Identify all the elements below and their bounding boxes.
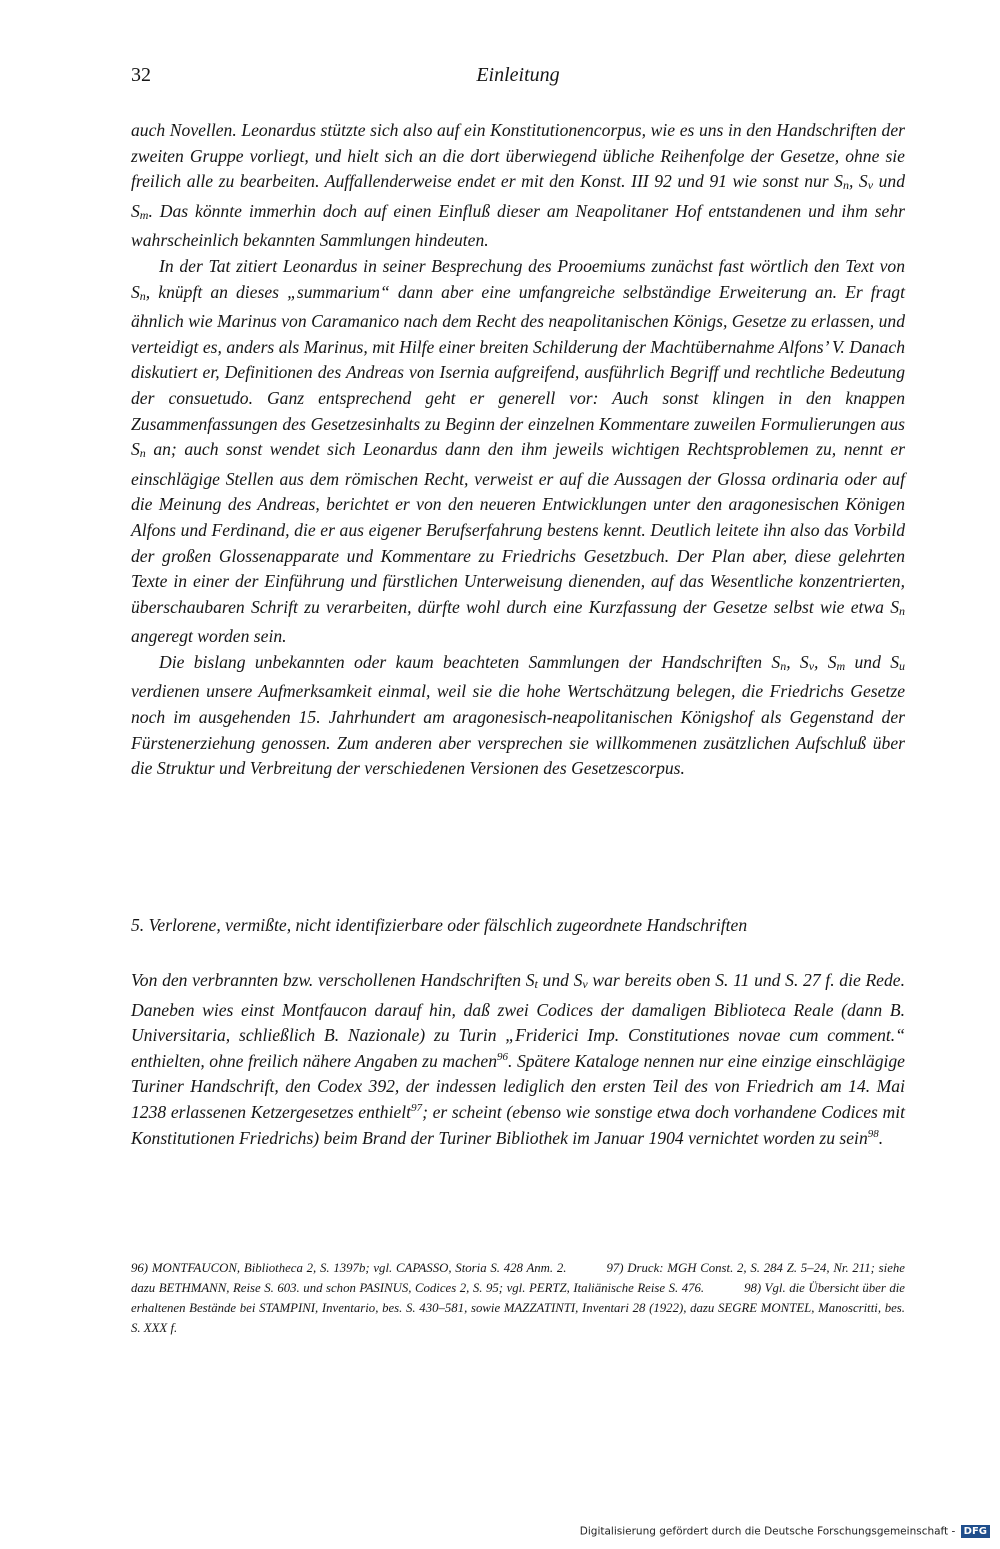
digitization-credit	[580, 1525, 990, 1538]
text-run: angeregt worden sein.	[131, 626, 287, 647]
text-run: ; er scheint (ebenso wie sonstige etwa doch vorhandene Codices mit Konstitutionen Friedrichs) beim Brand der Turiner Bibliothek im Januar 1904 vernichtet worden zu sein	[131, 1101, 905, 1148]
footnote-96: 96) MONTFAUCON, Bibliotheca 2, S. 1397b; vgl. CAPASSO, Storia S. 428 Anm. 2.	[131, 1261, 567, 1275]
main-text-block	[131, 118, 905, 782]
section-heading: 5. Verlorene, vermißte, nicht identifizierbare oder fälschlich zugeordnete Handschriften	[131, 915, 748, 935]
text-run: und S	[537, 970, 583, 990]
paragraph-3	[131, 650, 905, 782]
footnote-98: 98) Vgl. die Übersicht über die erhaltenen Bestände bei STAMPINI, Inventario, bes. S. 430–581, sowie MAZZATINTI, Inventari 28 (1922), dazu SEGRE MONTEL, Manoscritti, bes. S. XXX f.	[131, 1281, 905, 1335]
subscript: v	[582, 977, 588, 991]
subscript: n	[139, 446, 146, 461]
subscript: n	[139, 288, 146, 303]
subscript: n	[842, 178, 849, 193]
subscript: m	[836, 658, 846, 673]
subscript: u	[899, 658, 905, 673]
footnote-ref-97[interactable]: 97	[411, 1102, 423, 1115]
footnote-paragraph	[131, 1258, 905, 1338]
text-run: verdienen unsere Aufmerksamkeit einmal, weil sie die hohe Wertschätzung belegen, die Friedrichs Gesetze noch im ausgehenden 15. Jahrhundert am aragonesisch-neapolitanischen Königshof als Gegenstand der Fürstenerziehung genossen. Zum anderen aber versprechen sie willkommenen zusätzlichen Aufschluß über die Struktur und Verbreitung der verschiedenen Versionen des Gesetzescorpus.	[131, 681, 905, 779]
dfg-logo[interactable]: DFG	[961, 1525, 990, 1538]
text-run: Die bislang unbekannten oder kaum beachteten Sammlungen der Handschriften S	[159, 651, 781, 672]
paragraph-4	[131, 968, 905, 1151]
text-run: , S	[786, 651, 809, 672]
text-run: In der Tat zitiert Leonardus in seiner Besprechung des Prooemiums zunächst fast wörtlich den Text von S	[131, 255, 905, 302]
subscript: m	[139, 207, 149, 222]
footnotes	[131, 1258, 905, 1338]
subscript: t	[534, 977, 538, 991]
footnote-ref-98[interactable]: 98	[867, 1127, 879, 1140]
subscript: v	[808, 658, 815, 673]
text-run: Von den verbrannten bzw. verschollenen Handschriften S	[131, 970, 535, 990]
text-run: , S	[848, 171, 868, 192]
text-run: und S	[131, 171, 906, 221]
credit-text: Digitalisierung gefördert durch die Deutsche Forschungsgemeinschaft -	[579, 1525, 956, 1538]
text-run: . Spätere Kataloge nennen nur eine einzige einschlägige Turiner Handschrift, den Codex 392, der indessen lediglich den ersten Teil des von Friedrich am 14. Mai 1238 erlassenen Ketzergesetzes enthielt	[131, 1050, 905, 1122]
text-run: und S	[845, 651, 899, 672]
paragraph-1	[131, 118, 905, 254]
section-text-block	[131, 968, 905, 1151]
text-run: an; auch sonst wendet sich Leonardus dann den ihm jeweils wichtigen Rechtsproblemen zu, nennt er einschlägige Stellen aus dem römischen Recht, verweist er auf die Aussagen der Glossa ordinaria oder auf die Meinung des Andreas, berichtet er von den neueren Entwicklungen unter den aragonesischen Königen Alfons und Ferdinand, die er aus eigener Berufserfahrung bestens kennt. Deutlich leitete ihn also das Vorbild der großen Glossenapparate und Kommentare zu Friedrichs Gesetzbuch. Der Plan aber, diese gelehrten Texte in einer der Einführung und fürstlichen Unterweisung dienenden, auf das Wesentliche konzentrierten, überschaubaren Schrift zu verarbeiten, dürfte wohl durch eine Kurzfassung der Gesetze selbst wie etwa S	[131, 439, 905, 617]
text-run: .	[878, 1127, 884, 1148]
text-run: auch Novellen. Leonardus stützte sich also auf ein Konstitutionencorpus, wie es uns in den Handschriften der zweiten Gruppe vorliegt, und hielt sich an die dort überwiegend übliche Reihenfolge der Gesetze, ohne sie freilich alle zu bearbeiten. Auffallenderweise endet er mit den Konst. III 92 und 91 wie sonst nur S	[131, 120, 905, 192]
subscript: n	[899, 603, 905, 618]
subscript: n	[780, 658, 787, 673]
page-number: 32	[131, 64, 151, 86]
text-run: , S	[814, 651, 837, 672]
text-run: war bereits oben S. 11 und S. 27 f. die Rede. Daneben wies einst Montfaucon darauf hin, daß zwei Codices der damaligen Biblioteca Reale (dann B. Universitaria, schließlich B. Nazionale) zu Turin „Friderici Imp. Constitutiones novae cum comment.“ enthielten, ohne freilich nähere Angaben zu machen	[131, 970, 905, 1071]
subscript: v	[867, 178, 874, 193]
footnote-ref-96[interactable]: 96	[497, 1050, 509, 1063]
page-header	[131, 64, 905, 98]
running-head: Einleitung	[476, 64, 560, 86]
text-run: . Das könnte immerhin doch auf einen Einfluß dieser am Neapolitaner Hof entstandenen und ihm sehr wahrscheinlich bekannten Sammlungen hindeuten.	[131, 200, 905, 251]
footnote-97: 97) Druck: MGH Const. 2, S. 284 Z. 5–24, Nr. 211; siehe dazu BETHMANN, Reise S. 603. und schon PASINUS, Codices 2, S. 95; vgl. PERTZ, Italiänische Reise S. 476.	[131, 1261, 905, 1295]
paragraph-2	[131, 254, 905, 650]
text-run: , knüpft an dieses „summarium“ dann aber eine umfangreiche selbständige Erweiterung an. Er fragt ähnlich wie Marinus von Caramanico nach dem Recht des neapolitanischen Königs, Gesetze zu erlassen, und verteidigt es, anders als Marinus, mit Hilfe einer breiten Schilderung der Machtübernahme Alfons’ V. Danach diskutiert er, Definitionen des Andreas von Isernia aufgreifend, ausführlich Begriff und rechtliche Bedeutung der consuetudo. Ganz entsprechend geht er generell vor: Auch sonst klingen in den knappen Zusammenfassungen des Gesetzesinhalts zu Beginn der einzelnen Kommentare zuweilen Formulierungen aus S	[131, 281, 905, 460]
